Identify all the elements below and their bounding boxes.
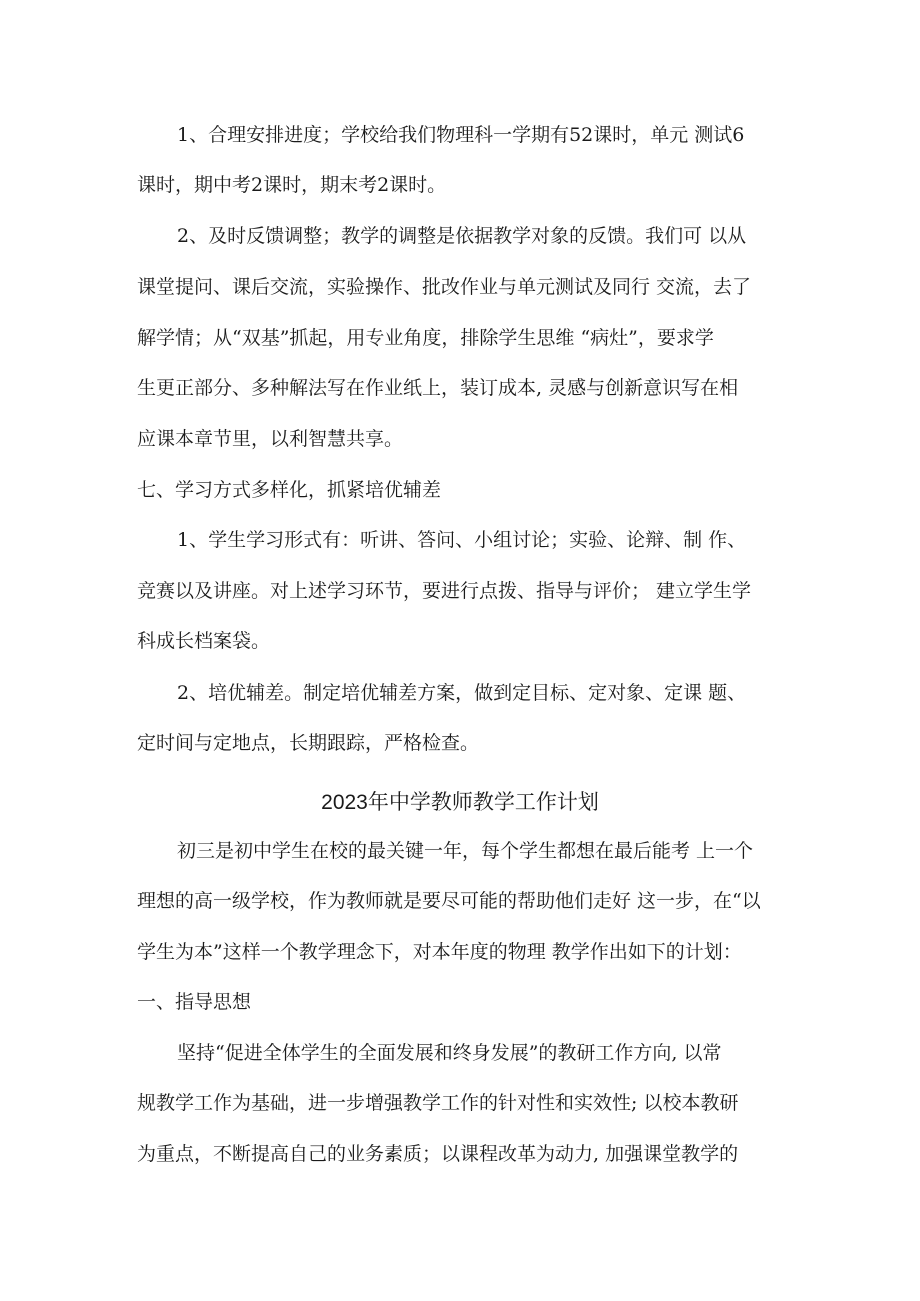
text-line-11: 科成长档案袋。 <box>137 630 271 652</box>
text-line-18: 坚持“促进全体学生的全面发展和终身发展”的教研工作方向, 以常 <box>177 1042 722 1064</box>
text-line-12: 2、培优辅差。制定培优辅差方案，做到定目标、定对象、定课 题、 <box>177 682 747 704</box>
text-line-6: 生更正部分、多种解法写在作业纸上，装订成本, 灵感与创新意识写在相 <box>137 377 739 399</box>
text-line-3: 2、及时反馈调整；教学的调整是依据教学对象的反馈。我们可 以从 <box>177 225 747 247</box>
text-line-16: 学生为本”这样一个教学理念下，对本年度的物理 教学作出如下的计划： <box>137 941 742 963</box>
document-title: 2023年中学教师教学工作计划 <box>321 791 599 814</box>
text-line-7: 应课本章节里，以利智慧共享。 <box>137 428 404 450</box>
text-line-2: 课时，期中考2课时，期末考2课时。 <box>137 174 447 196</box>
text-line-14: 初三是初中学生在校的最关键一年，每个学生都想在最后能考 上一个 <box>177 840 754 862</box>
section-heading-1: 一、指导思想 <box>137 991 252 1013</box>
text-line-19: 规教学工作为基础，进一步增强教学工作的针对性和实效性; 以校本教研 <box>137 1092 739 1114</box>
text-line-13: 定时间与定地点，长期跟踪，严格检查。 <box>137 732 480 754</box>
section-heading-7: 七、学习方式多样化，抓紧培优辅差 <box>137 479 442 501</box>
text-line-4: 课堂提问、课后交流，实验操作、批改作业与单元测试及同行 交流，去了 <box>137 276 752 298</box>
text-line-9: 1、学生学习形式有：听讲、答问、小组讨论；实验、论辩、制 作、 <box>177 529 747 551</box>
text-line-10: 竞赛以及讲座。对上述学习环节，要进行点拨、指导与评价； 建立学生学 <box>137 580 752 602</box>
text-line-5: 解学情；从“双基”抓起，用专业角度，排除学生思维 “病灶”，要求学 <box>137 327 714 349</box>
text-line-15: 理想的高一级学校，作为教师就是要尽可能的帮助他们走好 这一步，在“以 <box>137 890 761 912</box>
text-line-20: 为重点，不断提高自己的业务素质；以课程改革为动力, 加强课堂教学的 <box>137 1143 739 1165</box>
text-line-1: 1、合理安排进度；学校给我们物理科一学期有52课时，单元 测试6 <box>177 124 745 146</box>
